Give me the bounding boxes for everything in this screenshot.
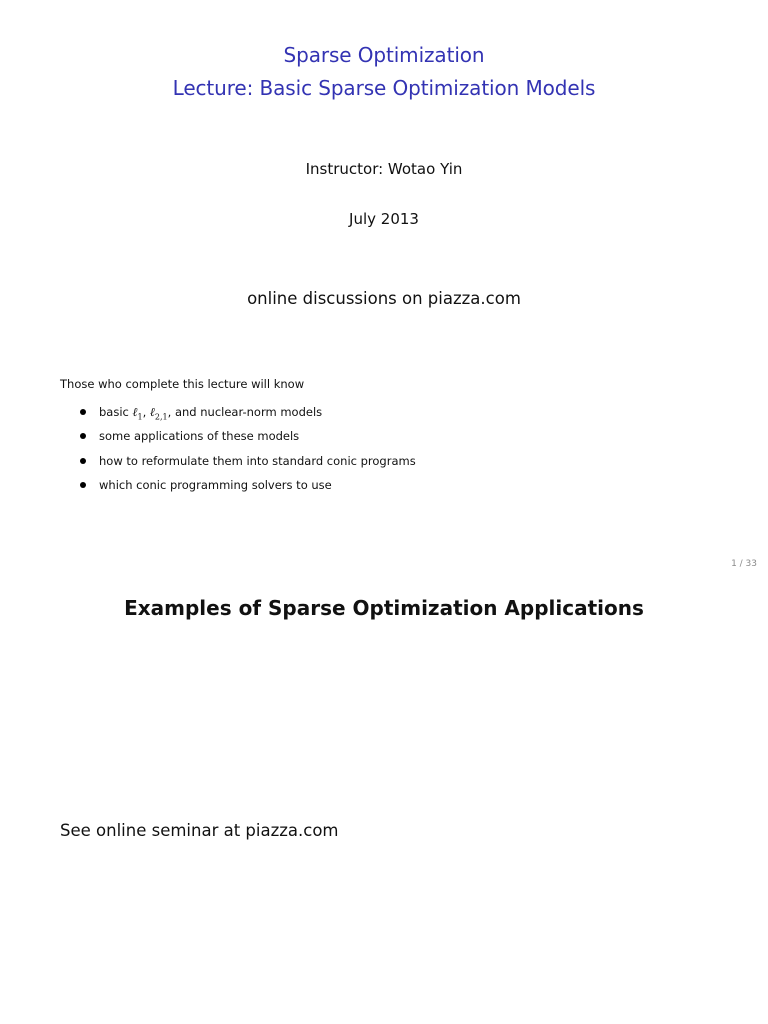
- objectives-list: [78, 405, 416, 502]
- ell-symbol: ℓ: [149, 405, 155, 419]
- seminar-text: See online seminar at piazza.com: [60, 821, 339, 840]
- bullet-icon: [80, 458, 86, 464]
- slide-title-line-2: Lecture: Basic Sparse Optimization Models: [172, 76, 596, 100]
- slide-2: [0, 575, 768, 1024]
- bullet-text: some applications of these models: [99, 429, 300, 444]
- list-item: [78, 405, 416, 429]
- list-item: [78, 429, 416, 453]
- list-item: [78, 454, 416, 478]
- frame-title: Examples of Sparse Optimization Applications: [124, 596, 644, 620]
- intro-text: Those who complete this lecture will know: [60, 377, 305, 391]
- l1-norm-symbol: [132, 405, 143, 422]
- bullet-text: which conic programming solvers to use: [99, 477, 332, 492]
- online-discussions-line: online discussions on piazza.com: [247, 289, 521, 308]
- bullet-text: how to reformulate them into standard conic programs: [99, 453, 416, 468]
- l21-norm-symbol: [149, 405, 168, 422]
- list-item: [78, 478, 416, 502]
- bullet-text-prefix: basic: [99, 405, 129, 419]
- bullet-text-suffix: , and nuclear-norm models: [167, 405, 323, 419]
- comma: ,: [142, 405, 147, 419]
- page-number: 1 / 33: [731, 559, 757, 569]
- instructor-line: Instructor: Wotao Yin: [305, 160, 463, 178]
- bullet-icon: [80, 433, 86, 439]
- ell-subscript: 1: [137, 412, 143, 422]
- slide-title-line-1: Sparse Optimization: [283, 43, 485, 67]
- bullet-icon: [80, 482, 86, 488]
- bullet-icon: [80, 409, 86, 415]
- ell-subscript: 2,1: [154, 412, 168, 422]
- date-line: July 2013: [349, 210, 419, 228]
- ell-symbol: ℓ: [132, 405, 138, 419]
